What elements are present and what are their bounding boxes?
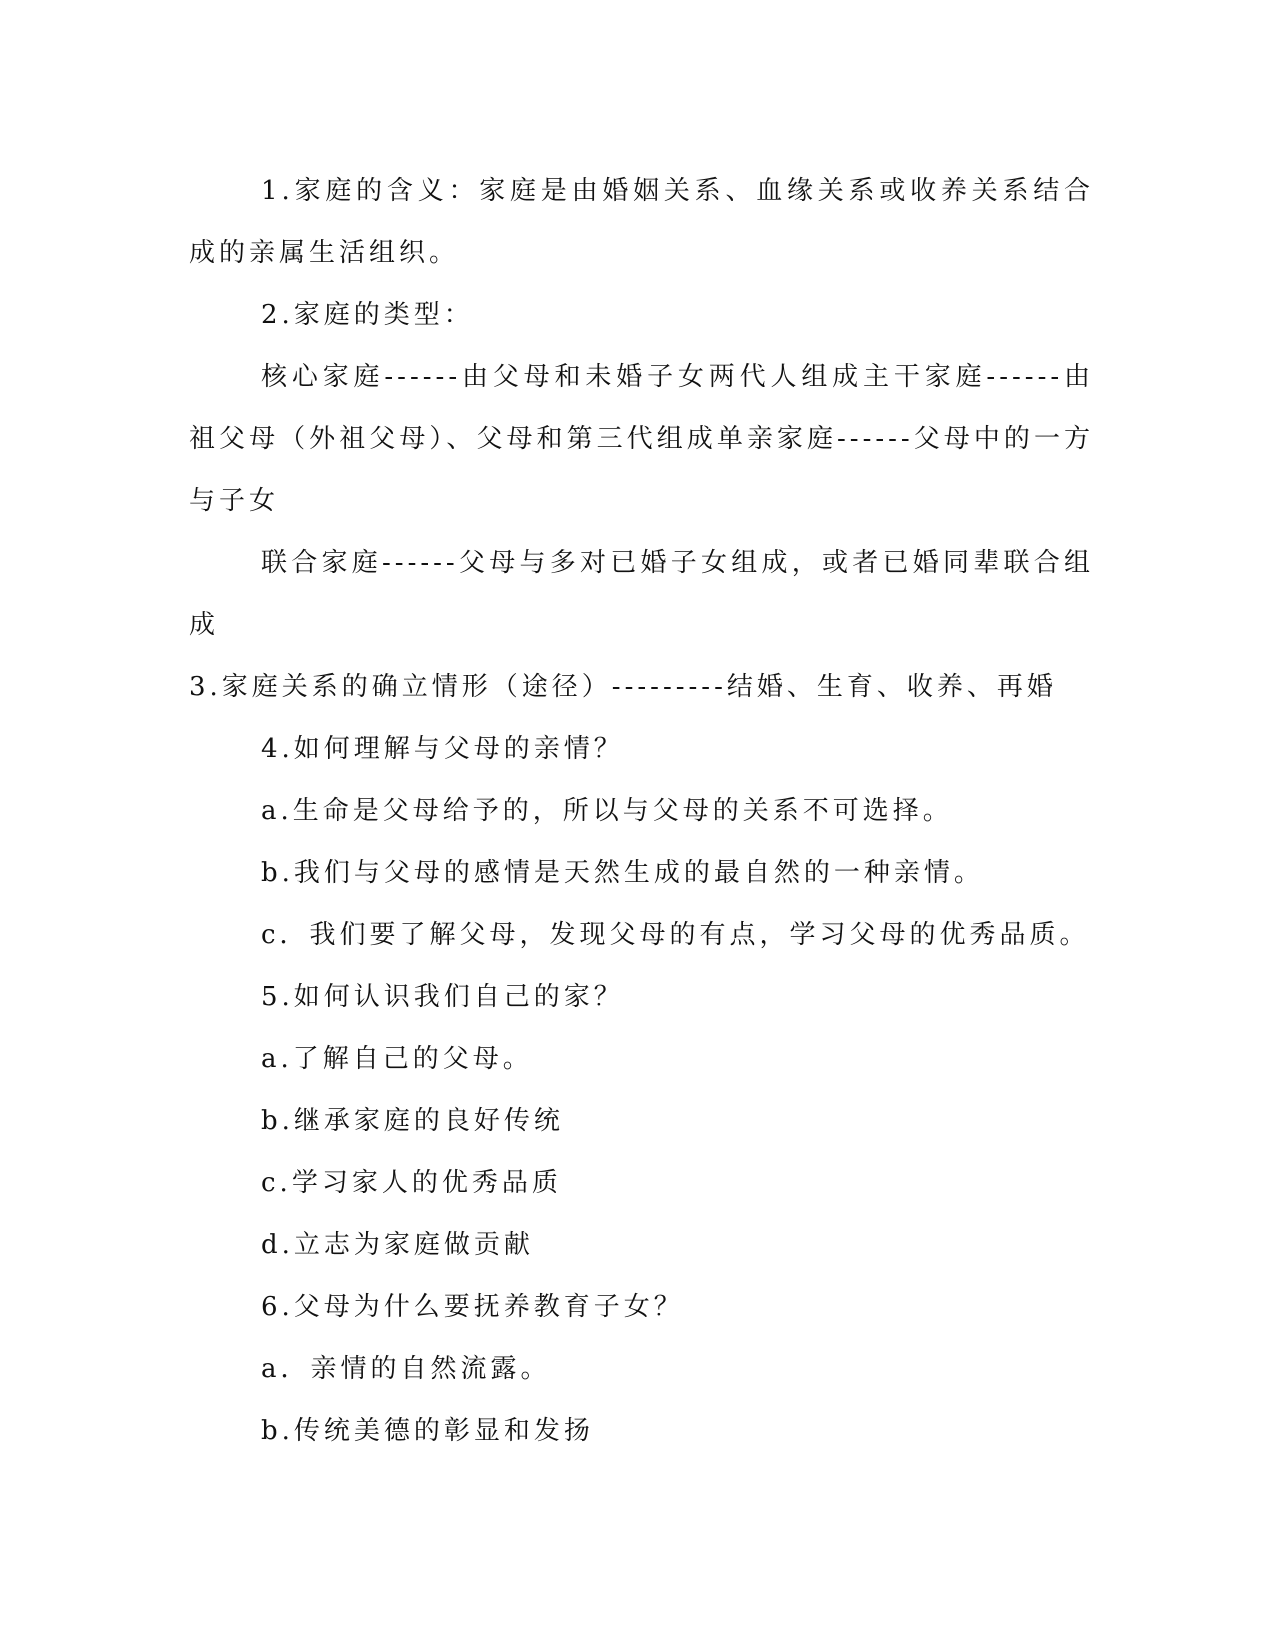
- paragraph-family-relation-ways: 3.家庭关系的确立情形（途径）---------结婚、生育、收养、再婚: [189, 672, 1057, 702]
- paragraph-family-types-heading: 2.家庭的类型：: [261, 300, 474, 330]
- paragraph-joint-family: 联合家庭------父母与多对已婚子女组成，或者已婚同辈联合组成: [189, 548, 1094, 640]
- paragraph-family-definition: 1.家庭的含义：家庭是由婚姻关系、血缘关系或收养关系结合成的亲属生活组织。: [189, 176, 1094, 268]
- paragraph-answer-5b: b.继承家庭的良好传统: [261, 1106, 564, 1136]
- paragraph-answer-4b: b.我们与父母的感情是天然生成的最自然的一种亲情。: [261, 858, 984, 888]
- paragraph-answer-6b: b.传统美德的彰显和发扬: [261, 1416, 594, 1446]
- paragraph-answer-4a: a.生命是父母给予的，所以与父母的关系不可选择。: [261, 796, 953, 826]
- paragraph-family-types-list: 核心家庭------由父母和未婚子女两代人组成主干家庭------由祖父母（外祖父母）、父母和第三代组成单亲家庭------父母中的一方与子女: [189, 362, 1094, 516]
- paragraph-question-5: 5.如何认识我们自己的家？: [261, 982, 624, 1012]
- paragraph-question-6: 6.父母为什么要抚养教育子女？: [261, 1292, 684, 1322]
- paragraph-answer-5c: c.学习家人的优秀品质: [261, 1168, 562, 1198]
- paragraph-answer-5a: a.了解自己的父母。: [261, 1044, 533, 1074]
- document-body: [189, 160, 1094, 1462]
- paragraph-answer-5d: d.立志为家庭做贡献: [261, 1230, 534, 1260]
- paragraph-question-4: 4.如何理解与父母的亲情？: [261, 734, 624, 764]
- paragraph-answer-6a: a．亲情的自然流露。: [261, 1354, 551, 1384]
- paragraph-answer-4c: c．我们要了解父母，发现父母的有点，学习父母的优秀品质。: [261, 920, 1090, 950]
